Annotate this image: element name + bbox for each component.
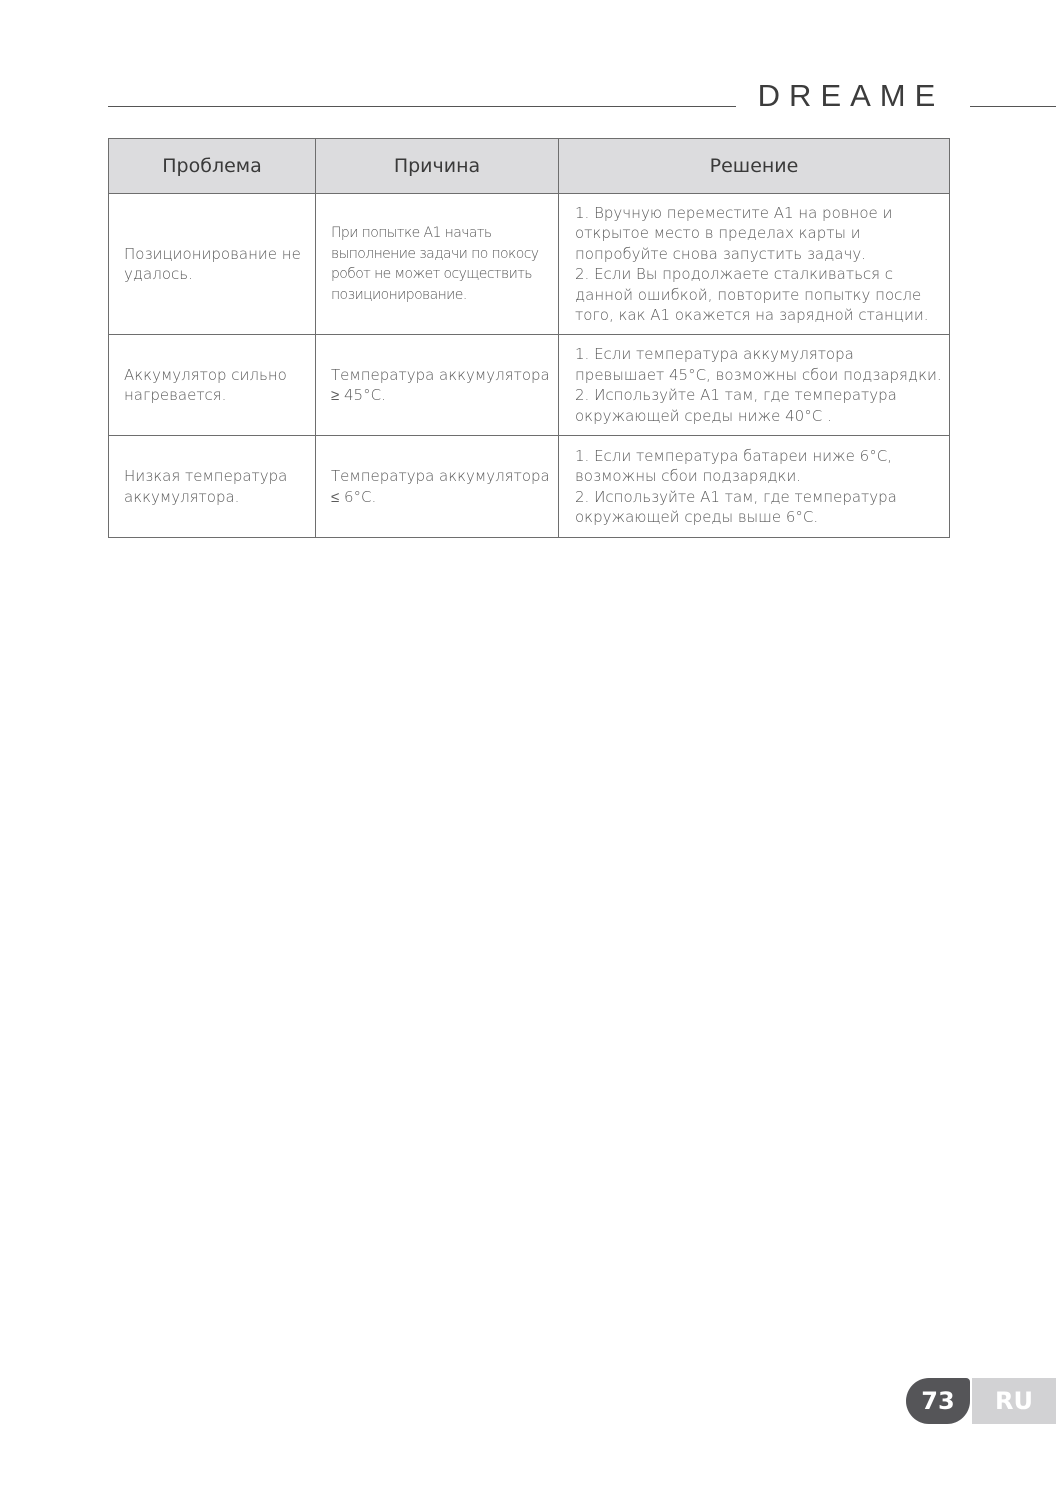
problem-cell: Низкая температура аккумулятора.: [109, 436, 316, 538]
cause-cell: Температура аккумулятора ≤ 6°C.: [316, 436, 559, 538]
solution-step: 1. Вручную переместите A1 на ровное и открытое место в пределах карты и попробуйте снова запустить задачу.: [575, 203, 893, 263]
solution-step: 2. Используйте A1 там, где температура окружающей среды выше 6°C.: [575, 487, 897, 526]
table-row: [109, 194, 950, 335]
table-row: [109, 335, 950, 436]
solution-step: 1. Если температура аккумулятора превышает 45°C, возможны сбои подзарядки.: [575, 345, 942, 384]
column-header-problem: Проблема: [109, 139, 316, 194]
column-header-cause: Причина: [316, 139, 559, 194]
language-badge: RU: [972, 1378, 1056, 1424]
cause-cell: При попытке A1 начать выполнение задачи по покосу робот не может осуществить позиционирование.: [316, 194, 559, 335]
solution-step: 2. Используйте A1 там, где температура окружающей среды ниже 40°C .: [575, 386, 897, 425]
table-header-row: [109, 139, 950, 194]
header-rule-right: [970, 106, 1056, 107]
cause-cell: Температура аккумулятора ≥ 45°C.: [316, 335, 559, 436]
solution-step: 2. Если Вы продолжаете сталкиваться с данной ошибкой, повторите попытку после того, как A1 окажется на зарядной станции.: [575, 265, 929, 324]
table-row: [109, 436, 950, 538]
solution-cell: [559, 436, 950, 538]
column-header-solution: Решение: [559, 139, 950, 194]
solution-step: 1. Если температура батареи ниже 6°C, возможны сбои подзарядки.: [575, 446, 892, 485]
brand-logo: DREAME: [757, 78, 945, 113]
header-rule-left: [108, 106, 736, 107]
solution-cell: [559, 194, 950, 335]
problem-cell: Позиционирование не удалось.: [109, 194, 316, 335]
page-number-badge: 73: [906, 1378, 970, 1424]
troubleshooting-table: [108, 138, 950, 538]
problem-cell: Аккумулятор сильно нагревается.: [109, 335, 316, 436]
solution-cell: [559, 335, 950, 436]
